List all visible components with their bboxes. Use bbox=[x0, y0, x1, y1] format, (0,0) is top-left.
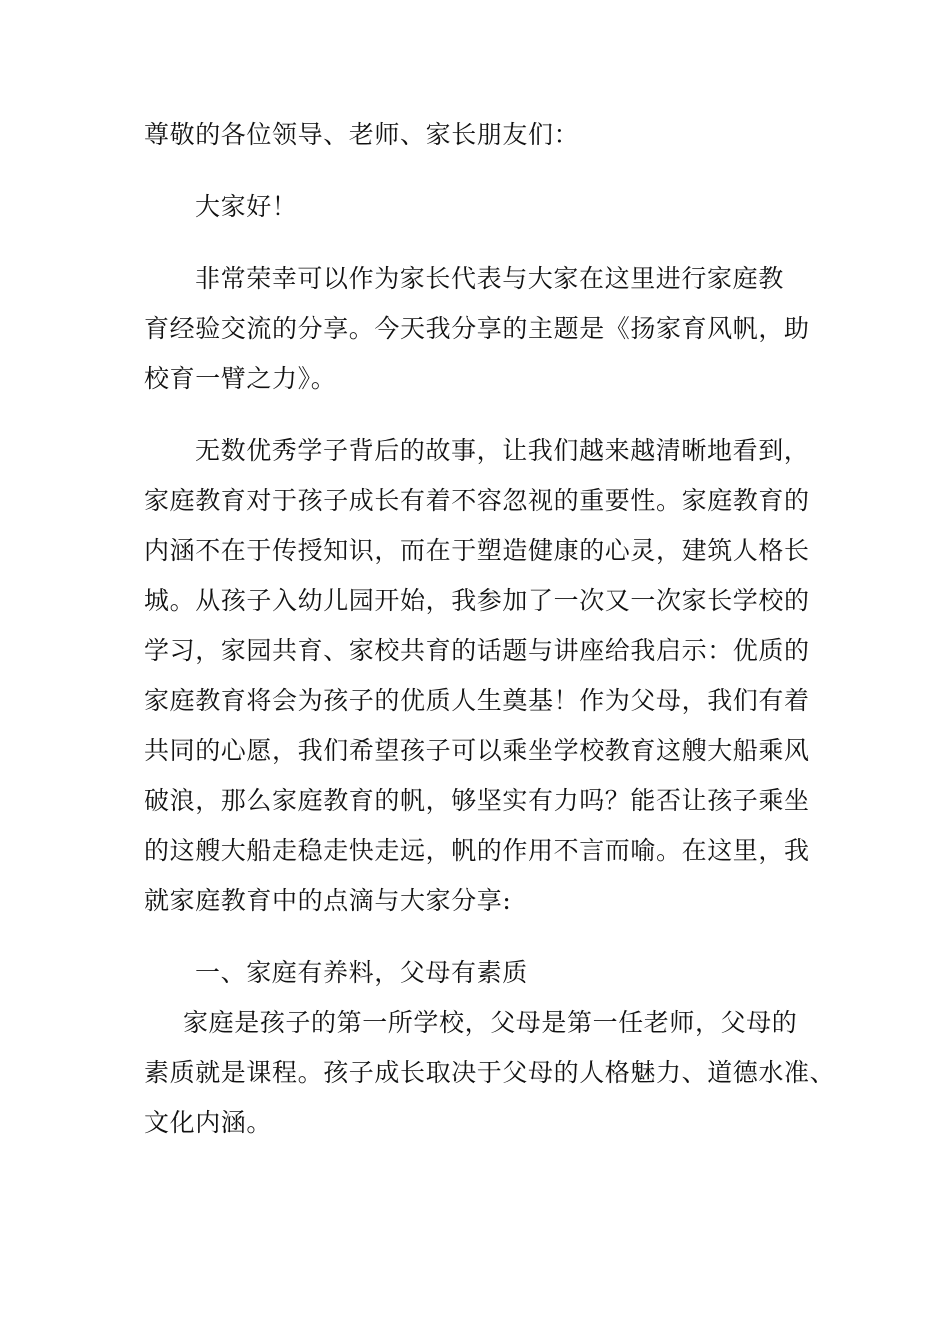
salutation: 尊敬的各位领导、老师、家长朋友们： bbox=[144, 120, 580, 149]
paragraph2-line-2: 家庭教育对于孩子成长有着不容忽视的重要性。家庭教育的 bbox=[144, 486, 810, 515]
greeting: 大家好！ bbox=[195, 192, 298, 221]
paragraph2-line-6: 家庭教育将会为孩子的优质人生奠基！作为父母，我们有着 bbox=[144, 686, 810, 715]
section1-heading: 一、家庭有养料，父母有素质 bbox=[195, 958, 528, 987]
paragraph2-line-1: 无数优秀学子背后的故事，让我们越来越清晰地看到， bbox=[195, 436, 810, 465]
paragraph2-line-8: 破浪，那么家庭教育的帆，够坚实有力吗？能否让孩子乘坐 bbox=[144, 786, 810, 815]
paragraph2-line-9: 的这艘大船走稳走快走远，帆的作用不言而喻。在这里，我 bbox=[144, 836, 810, 865]
paragraph3-line-3: 文化内涵。 bbox=[144, 1108, 273, 1137]
paragraph1-line-3: 校育一臂之力》。 bbox=[144, 364, 337, 393]
paragraph2-line-5: 学习，家园共育、家校共育的话题与讲座给我启示：优质的 bbox=[144, 636, 810, 665]
paragraph1-line-1: 非常荣幸可以作为家长代表与大家在这里进行家庭教 bbox=[195, 264, 784, 293]
paragraph1-line-2: 育经验交流的分享。今天我分享的主题是《扬家育风帆，助 bbox=[144, 314, 810, 343]
paragraph3-line-1: 家庭是孩子的第一所学校，父母是第一任老师，父母的 bbox=[183, 1008, 798, 1037]
paragraph2-line-7: 共同的心愿，我们希望孩子可以乘坐学校教育这艘大船乘风 bbox=[144, 736, 810, 765]
paragraph3-line-2: 素质就是课程。孩子成长取决于父母的人格魅力、道德水准、 bbox=[144, 1058, 836, 1087]
paragraph2-line-4: 城。从孩子入幼儿园开始，我参加了一次又一次家长学校的 bbox=[144, 586, 810, 615]
paragraph2-line-10: 就家庭教育中的点滴与大家分享: bbox=[144, 886, 512, 915]
paragraph2-line-3: 内涵不在于传授知识，而在于塑造健康的心灵，建筑人格长 bbox=[144, 536, 810, 565]
